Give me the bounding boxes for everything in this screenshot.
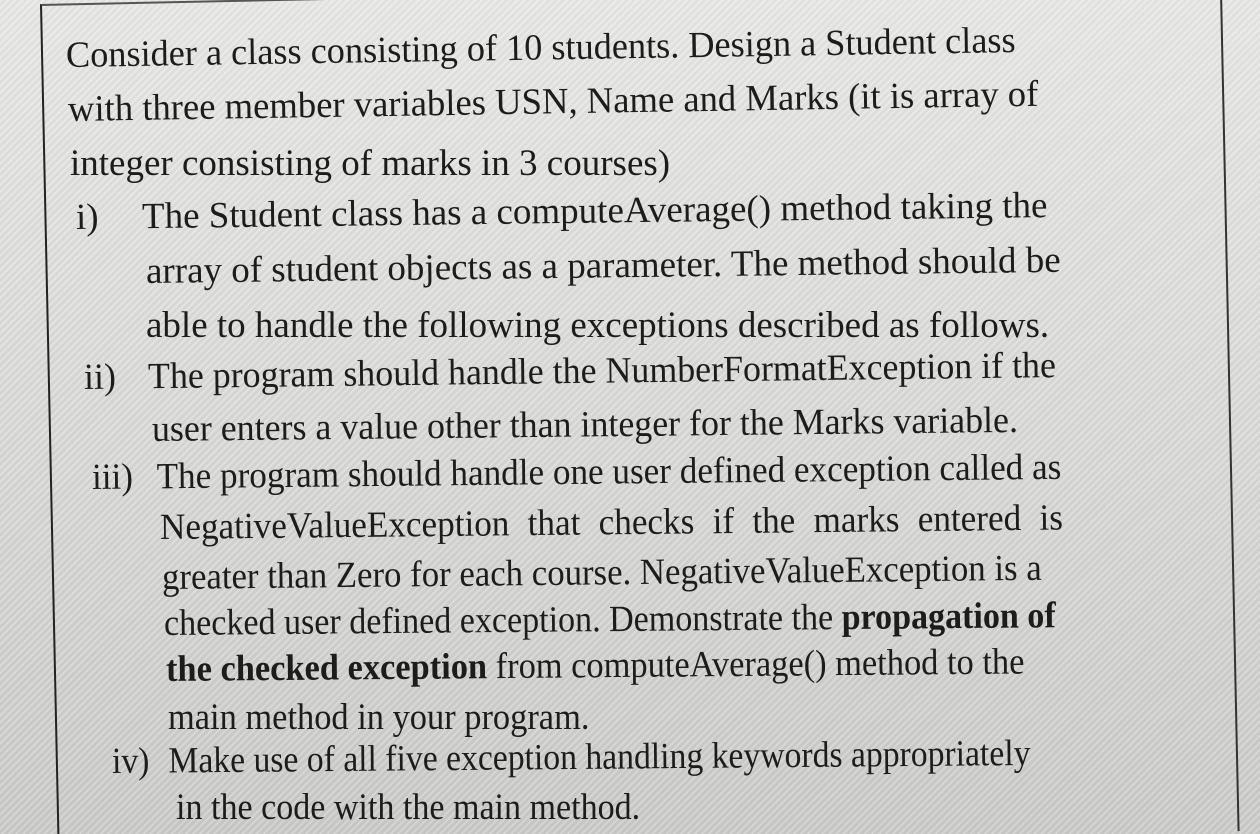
- item-iv-text-1: Make use of all five exception handling keywords appropriately: [168, 732, 1031, 782]
- item-i-line-3: able to handle the following exceptions described as follows.: [146, 305, 1050, 346]
- item-ii-number: ii): [83, 356, 117, 398]
- item-iii-bold-1: propagation of: [841, 595, 1056, 639]
- item-iii-line-2: NegativeValueException that checks if the marks entered is: [159, 497, 1064, 548]
- item-ii-line-2: user enters a value other than integer for the Marks variable.: [151, 399, 1019, 450]
- item-iii-text-1: The program should handle one user defined exception called as: [156, 446, 1062, 498]
- item-iv-number: iv): [111, 740, 150, 782]
- intro-line-3: integer consisting of marks in 3 courses): [70, 143, 671, 184]
- item-iii-bold-2: the checked exception: [165, 646, 488, 690]
- intro-line-1: Consider a class consisting of 10 students. Design a Student class: [65, 20, 1016, 76]
- item-ii-text-1: The program should handle the NumberFormatException if the: [147, 345, 1057, 398]
- item-iii-line-3: greater than Zero for each course. NegativeValueException is a: [161, 547, 1042, 598]
- item-iii-number: iii): [91, 456, 134, 498]
- item-iii-text-5: from computeAverage() method to the: [495, 641, 1025, 688]
- item-iii-text-4: checked user defined exception. Demonstrate the: [163, 597, 834, 644]
- item-i-text-1: The Student class has a computeAverage() method taking the: [141, 185, 1048, 238]
- item-iv-line-1: [112, 728, 1031, 788]
- item-iii-line-6: main method in your program.: [168, 697, 590, 738]
- item-i-number: i): [75, 196, 99, 238]
- item-i-line-2: array of student objects as a parameter. The method should be: [145, 239, 1061, 292]
- intro-line-2: with three member variables USN, Name and Marks (it is array of: [67, 73, 1039, 130]
- item-iv-line-2: in the code with the main method.: [176, 787, 641, 828]
- item-iii-line-5: [166, 637, 1025, 696]
